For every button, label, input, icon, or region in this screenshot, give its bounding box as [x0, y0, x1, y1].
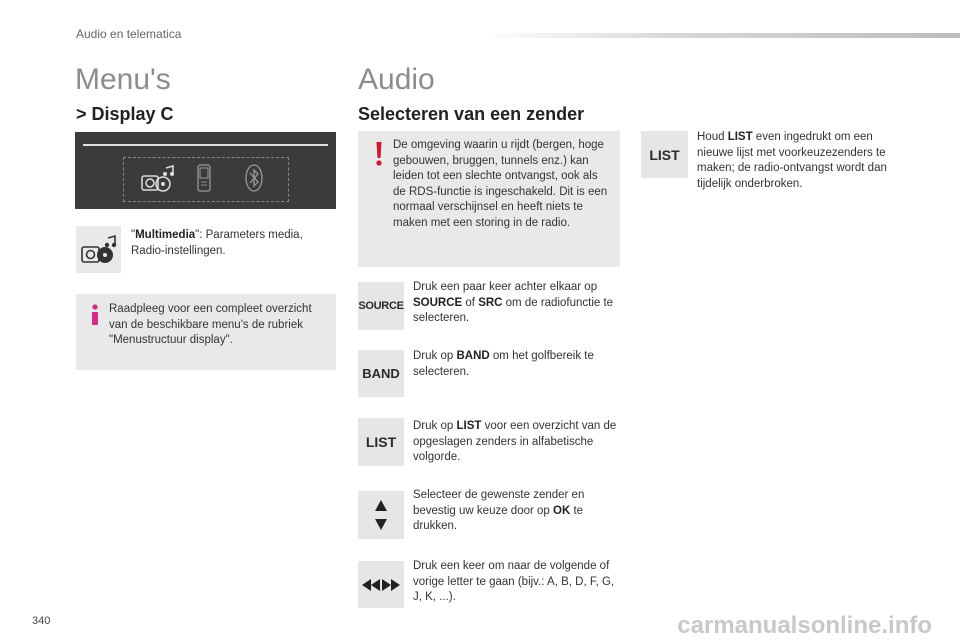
header-bar: [480, 33, 960, 38]
display-c-subtitle: > Display C: [76, 104, 174, 124]
info-panel: [76, 294, 336, 370]
list-button[interactable]: LIST: [358, 418, 404, 466]
warning-panel: [358, 131, 620, 267]
multimedia-icon: [80, 234, 118, 266]
page-number: 340: [32, 615, 51, 627]
seek-step-text: Druk een keer om naar de volgende of vorige letter te gaan (bijv.: A, B, D, F, G, J, K, ...).: [413, 560, 615, 603]
display-panel: [75, 132, 336, 209]
multimedia-icon-box: [76, 226, 121, 273]
select-step-text: Selecteer de gewenste zender en bevestig uw keuze door op OK te drukken.: [413, 489, 585, 532]
menus-title: Menu's: [75, 63, 171, 96]
list-hold-text: Houd LIST even ingedrukt om een nieuwe lijst met voorkeuzezenders te maken; de radio-ontvangst wordt dan tijdelijk onderbroken.: [697, 131, 887, 190]
bluetooth-icon: [245, 164, 263, 192]
warning-icon: [375, 141, 383, 167]
multimedia-description: "Multimedia": Parameters media, Radio-instellingen.: [131, 229, 303, 257]
seek-arrows-icon: [361, 578, 401, 592]
list-hold-button[interactable]: LIST: [641, 131, 688, 178]
phone-icon: [197, 164, 211, 192]
warning-text: De omgeving waarin u rijdt (bergen, hoge gebouwen, bruggen, tunnels enz.) kan leiden tot een slechte ontvangst, ook als de RDS-functie is ingeschakeld. Dit is een normaal verschijnsel en heeft niets te maken met een storing in de radio.: [393, 139, 608, 229]
section-header: Audio en telematica: [76, 27, 182, 41]
up-down-button[interactable]: [358, 491, 404, 539]
source-button[interactable]: SOURCE: [358, 282, 404, 330]
source-step-text: Druk een paar keer achter elkaar op SOURCE of SRC om de radiofunctie te selecteren.: [413, 281, 614, 324]
prev-next-button[interactable]: [358, 561, 404, 608]
multimedia-icon: [140, 164, 176, 194]
list-step-text: Druk op LIST voor een overzicht van de opgeslagen zenders in alfabetische volgorde.: [413, 420, 617, 463]
up-down-arrows-icon: [373, 498, 389, 532]
audio-title: Audio: [358, 63, 435, 96]
display-divider: [83, 144, 328, 146]
multimedia-bold: Multimedia: [135, 229, 196, 241]
band-step-text: Druk op BAND om het golfbereik te selecteren.: [413, 350, 594, 378]
info-icon: [89, 304, 101, 326]
info-text: Raadpleeg voor een compleet overzicht van de beschikbare menu's de rubriek "Menustructuur display".: [109, 303, 312, 346]
band-button[interactable]: BAND: [358, 350, 404, 397]
select-station-subtitle: Selecteren van een zender: [358, 104, 585, 124]
watermark: carmanualsonline.info: [677, 612, 932, 639]
multimedia-text: ": Parameters media, Radio-instellingen.: [131, 229, 303, 257]
